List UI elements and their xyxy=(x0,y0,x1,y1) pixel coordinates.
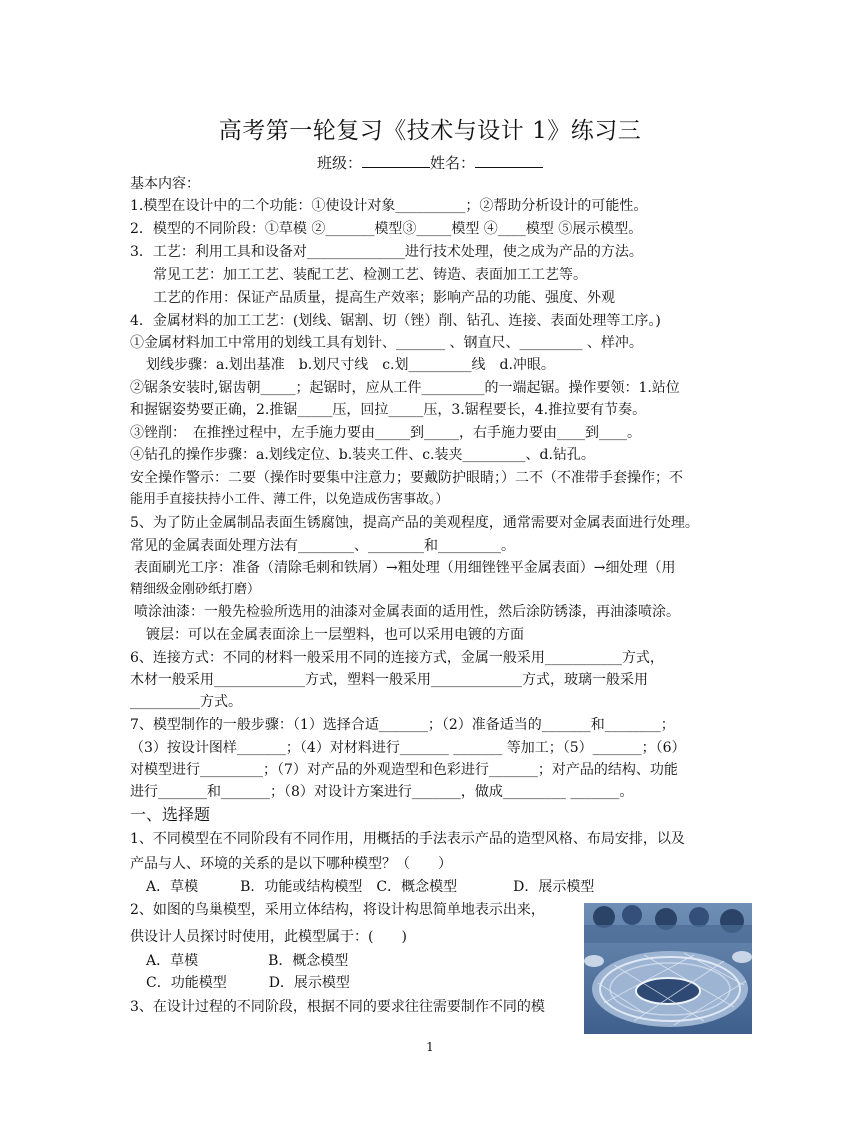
content-line: 2．模型的不同阶段：①草模 ②_______模型③_____模型 ④____模型 ⑤展示模型。 xyxy=(130,221,643,237)
class-name-line xyxy=(0,152,860,173)
content-line: 6、连接方式：不同的材料一般采用不同的连接方式，金属一般采用___________方式， xyxy=(130,650,664,666)
content-line: 能用手直接扶持小工件、薄工件，以免造成伤害事故。） xyxy=(130,492,449,507)
question-line: 1、不同模型在不同阶段有不同作用，用概括的手法表示产品的造型风格、布局安排，以及 xyxy=(130,831,685,847)
question-line: 供设计人员探讨时使用，此模型属于：( ) xyxy=(130,929,407,945)
page-title: 高考第一轮复习《技术与设计 1》练习三 xyxy=(218,118,642,144)
question-options: A．草模 B．功能或结构模型 C．概念模型 D．展示模型 xyxy=(146,879,595,895)
basic-content-heading: 基本内容： xyxy=(130,176,200,192)
content-line: 精细级金刚砂纸打磨） xyxy=(130,582,261,597)
content-line: 3．工艺：利用工具和设备对______________进行技术处理，使之成为产品的方法。 xyxy=(130,244,643,260)
content-line: 进行_______和_______；（8）对设计方案进行_______，做成_________ _______。 xyxy=(130,784,634,800)
content-line: （3）按设计图样_______；（4）对材料进行_______ _______ 等加工；（5）_______；（6） xyxy=(130,740,686,756)
class-label: 班级： xyxy=(316,154,362,172)
name-blank xyxy=(475,153,543,168)
content-line: 4．金属材料的加工工艺：(划线、锯割、切（锉）削、钻孔、连接、表面处理等工序。) xyxy=(130,313,661,329)
question-line: 产品与人、环境的关系的是以下哪种模型？（ ） xyxy=(130,856,452,872)
question-line: 3、在设计过程的不同阶段，根据不同的要求往往需要制作不同的模 xyxy=(130,999,545,1015)
content-line: 对模型进行_________；（7）对产品的外观造型和色彩进行_______；对产品的结构、功能 xyxy=(130,762,678,778)
section-title: 一、选择题 xyxy=(130,805,211,824)
content-line: __________方式。 xyxy=(130,694,242,710)
content-line: 1.模型在设计中的二个功能：①使设计对象__________；②帮助分析设计的可能性。 xyxy=(130,198,648,214)
name-label: 姓名： xyxy=(430,154,476,172)
content-line: 木材一般采用_____________方式，塑料一般采用_____________方式，玻璃一般采用 xyxy=(130,672,648,688)
content-line: 5、为了防止金属制品表面生锈腐蚀，提高产品的美观程度，通常需要对金属表面进行处理。 xyxy=(130,515,699,531)
content-line: ③锉削： 在推挫过程中，左手施力要由_____到_____，右手施力要由____到____。 xyxy=(130,425,641,441)
content-line: 喷涂油漆：一般先检验所选用的油漆对金属表面的适用性，然后涂防锈漆，再油漆喷涂。 xyxy=(134,604,680,620)
question-options: A．草模 B．概念模型 xyxy=(146,953,349,969)
page-number: 1 xyxy=(426,1040,434,1054)
content-line: 划线步骤：a.划出基准 b.划尺寸线 c.划_________线 d.冲眼。 xyxy=(146,357,555,373)
content-line: ④钻孔的操作步骤：a.划线定位、b.装夹工件、c.装夹_________、d.钻孔。 xyxy=(130,447,595,463)
content-line: 常见工艺：加工工艺、装配工艺、检测工艺、铸造、表面加工工艺等。 xyxy=(153,267,587,283)
content-line: 表面刷光工序：准备（清除毛刺和铁屑）→粗处理（用细锉锉平金属表面）→细处理（用 xyxy=(134,560,676,576)
content-line: 镀层：可以在金属表面涂上一层塑料，也可以采用电镀的方面 xyxy=(146,627,524,643)
content-line: 常见的金属表面处理方法有________、________和_________。 xyxy=(130,538,515,554)
content-line: 工艺的作用：保证产品质量，提高生产效率；影响产品的功能、强度、外观 xyxy=(153,290,615,306)
class-blank xyxy=(362,153,430,168)
content-line: 和握锯姿势要正确，2.推锯_____压，回拉_____压，3.锯程要长，4.推拉要有节奏。 xyxy=(130,402,647,418)
content-line: 7、模型制作的一般步骤：（1）选择合适_______；（2）准备适当的_______和________； xyxy=(130,717,675,733)
content-line: ①金属材料加工中常用的划线工具有划针、_______ 、钢直尺、_________ 、样冲。 xyxy=(130,335,643,351)
content-line: ②锯条安装时,锯齿朝_____；起锯时，应从工件_________的一端起锯。操作要领：1.站位 xyxy=(130,380,680,396)
question-line: 2、如图的鸟巢模型，采用立体结构，将设计构思简单地表示出来， xyxy=(130,902,545,918)
question-options: C．功能模型 D．展示模型 xyxy=(146,975,350,991)
birds-nest-model-photo xyxy=(584,903,752,1034)
content-line: 安全操作警示：二要（操作时要集中注意力；要戴防护眼睛；）二不（不准带手套操作；不 xyxy=(130,470,683,486)
